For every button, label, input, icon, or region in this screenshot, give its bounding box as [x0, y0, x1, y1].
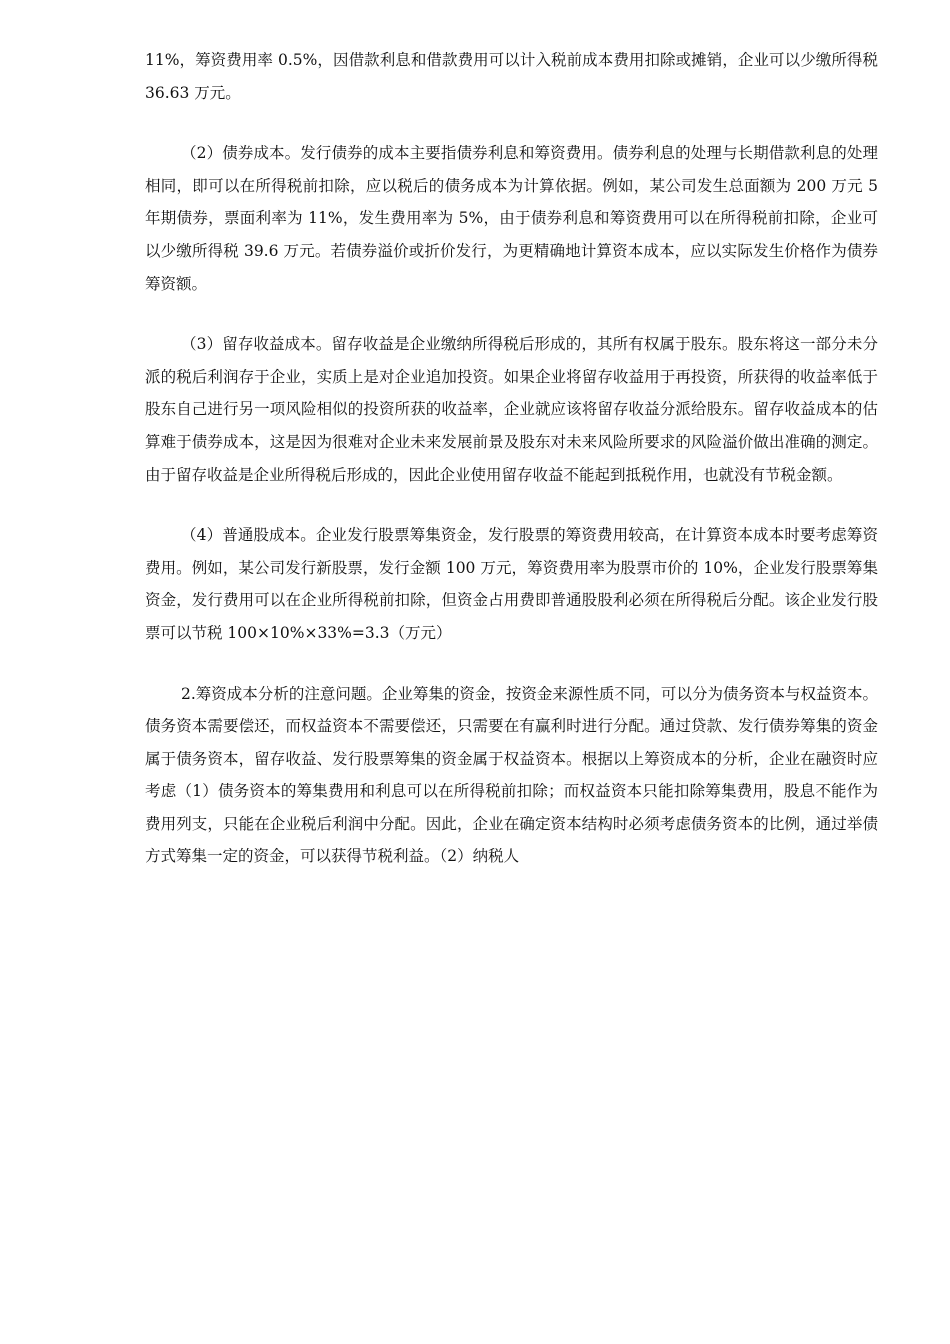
paragraph-retained-earnings-cost: （3）留存收益成本。留存收益是企业缴纳所得税后形成的，其所有权属于股东。股东将这一部分未分派的税后利润存于企业，实质上是对企业追加投资。如果企业将留存收益用于再投资，所获得的收益率低于股东自己进行另一项风险相似的投资所获的收益率，企业就应该将留存收益分派给股东。留存收益成本的估算难于债券成本，这是因为很难对企业未来发展前景及股东对未来风险所要求的风险溢价做出准确的测定。由于留存收益是企业所得税后形成的，因此企业使用留存收益不能起到抵税作用，也就没有节税金额。	[145, 335, 878, 484]
paragraph-financing-cost-notes: 2.筹资成本分析的注意问题。企业筹集的资金，按资金来源性质不同，可以分为债务资本与权益资本。债务资本需要偿还，而权益资本不需要偿还，只需要在有赢利时进行分配。通过贷款、发行债券筹集的资金属于债务资本，留存收益、发行股票筹集的资金属于权益资本。根据以上筹资成本的分析，企业在融资时应考虑（1）债务资本的筹集费用和利息可以在所得税前扣除；而权益资本只能扣除筹集费用，股息不能作为费用列支，只能在企业税后利润中分配。因此，企业在确定资本结构时必须考虑债务资本的比例，通过举债方式筹集一定的资金，可以获得节税利益。（2）纳税人	[145, 684, 878, 866]
paragraph-common-stock-cost: （4）普通股成本。企业发行股票筹集资金，发行股票的筹资费用较高，在计算资本成本时要考虑筹资费用。例如，某公司发行新股票，发行金额 100 万元，筹资费用率为股票市价的 10%，企业发行股票筹集资金，发行费用可以在企业所得税前扣除，但资金占用费即普通股股利必须在所得税后分配。该企业发行股票可以节税 100×10%×33%=3.3（万元）	[145, 526, 878, 642]
document-page	[145, 44, 878, 873]
paragraph-bond-cost: （2）债券成本。发行债券的成本主要指债券利息和筹资费用。债券利息的处理与长期借款利息的处理相同，即可以在所得税前扣除，应以税后的债务成本为计算依据。例如，某公司发生总面额为 200 万元 5 年期债券，票面利率为 11%，发生费用率为 5%，由于债券利息和筹资费用可以在所得税前扣除，企业可以少缴所得税 39.6 万元。若债券溢价或折价发行，为更精确地计算资本成本，应以实际发生价格作为债券筹资额。	[145, 144, 878, 293]
paragraph-loan-cost-tail: 11%，筹资费用率 0.5%，因借款利息和借款费用可以计入税前成本费用扣除或摊销，企业可以少缴所得税 36.63 万元。	[145, 51, 878, 102]
